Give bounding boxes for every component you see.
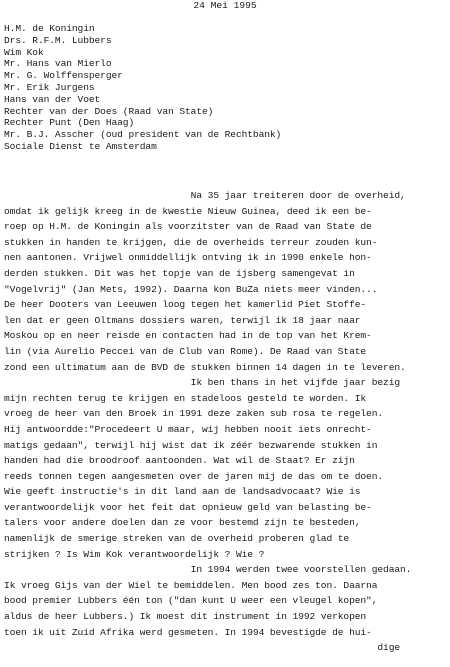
body-line: namenlijk de smerige streken van de overheid proberen glad te: [4, 533, 350, 545]
addressee-line: Rechter Punt (Den Haag): [4, 117, 135, 129]
letter-date: 24 Mei 1995: [193, 0, 257, 11]
addressee-line: Mr. Hans van Mierlo: [4, 58, 112, 70]
body-line: Wie geeft instructie's in dit land aan de landsadvocaat? Wie is: [4, 486, 361, 498]
addressee-line: Mr. G. Wolffensperger: [4, 70, 123, 82]
body-line: Moskou op en neer reisde en contacten had in de top van het Krem-: [4, 330, 372, 342]
body-line: bood premier Lubbers één ton ("dan kunt U weer een vleugel kopen",: [4, 595, 378, 607]
body-line: handen had die broodroof aantoonden. Wat wil de Staat? Er zijn: [4, 455, 355, 467]
letter-body: [4, 188, 411, 656]
body-line: talers voor andere doelen dan ze voor bestemd zijn te besteden,: [4, 517, 361, 529]
addressee-line: Rechter van der Does (Raad van State): [4, 105, 214, 117]
addressee-line: Sociale Dienst te Amsterdam: [4, 140, 157, 152]
body-line: aldus de heer Lubbers.) Ik moest dit instrument in 1992 verkopen: [4, 611, 367, 623]
body-line: zond een ultimatum aan de BVD de stukken binnen 14 dagen in te leveren.: [4, 361, 406, 373]
body-line: "Vogelvrij" (Jan Mets, 1992). Daarna kon BuZa niets meer vinden...: [4, 283, 378, 295]
addressee-line: Mr. Erik Jurgens: [4, 81, 95, 93]
body-line: Ik vroeg Gijs van der Wiel te bemiddelen. Men bood zes ton. Daarna: [4, 579, 378, 591]
body-line: toen ik uit Zuid Afrika werd gesmeten. In 1994 bevestigde de hui-: [4, 626, 372, 638]
addressee-line: Mr. B.J. Asscher (oud president van de Rechtbank): [4, 129, 282, 141]
body-line: In 1994 werden twee voorstellen gedaan.: [4, 564, 412, 576]
body-line: reeds tonnen tegen aangesmeten over de jaren mij de das om te doen.: [4, 470, 384, 482]
body-line: verantwoordelijk voor het feit dat opnieuw geld van belasting be-: [4, 501, 372, 513]
body-line: Hij antwoordde:"Procedeert U maar, wij hebben nooit iets onrecht-: [4, 423, 372, 435]
body-line: Na 35 jaar treiteren door de overheid,: [4, 190, 406, 201]
addressee-list: [4, 23, 281, 153]
body-line: len dat er geen Oltmans dossiers waren, terwijl ik 18 jaar naar: [4, 314, 361, 326]
body-line: Ik ben thans in het vijfde jaar bezig: [4, 377, 401, 389]
addressee-line: Drs. R.F.M. Lubbers: [4, 34, 112, 46]
body-line: lin (via Aurelio Peccei van de Club van Rome). De Raad van State: [4, 345, 367, 357]
body-line: De heer Dooters van Leeuwen loog tegen het kamerlid Piet Stoffe-: [4, 299, 367, 311]
body-line: mijn rechten terug te krijgen en stadeloos gesteld te worden. Ik: [4, 392, 367, 404]
body-line: vroeg de heer van den Broek in 1991 deze zaken sub rosa te regelen.: [4, 408, 384, 420]
body-line: strijken ? Is Wim Kok verantwoordelijk ? Wie ?: [4, 548, 265, 560]
body-line: roep op H.M. de Koningin als voorzitster van de Raad van State de: [4, 221, 372, 233]
body-line: nen aantonen. Vrijwel onmiddellijk ontving ik in 1990 enkele hon-: [4, 252, 372, 264]
body-line: derden stukken. Dit was het topje van de ijsberg samengevat in: [4, 267, 355, 279]
addressee-line: Wim Kok: [4, 46, 44, 58]
body-line: dige: [4, 642, 401, 654]
addressee-line: H.M. de Koningin: [4, 23, 95, 34]
body-line: stukken in handen te krijgen, die de overheids terreur zouden kun-: [4, 236, 378, 248]
body-line: matigs gedaan", terwijl hij wist dat ik zéér bezwarende stukken in: [4, 439, 378, 451]
body-line: omdat ik gelijk kreeg in de kwestie Nieuw Guinea, deed ik een be-: [4, 205, 372, 217]
addressee-line: Hans van der Voet: [4, 93, 101, 105]
